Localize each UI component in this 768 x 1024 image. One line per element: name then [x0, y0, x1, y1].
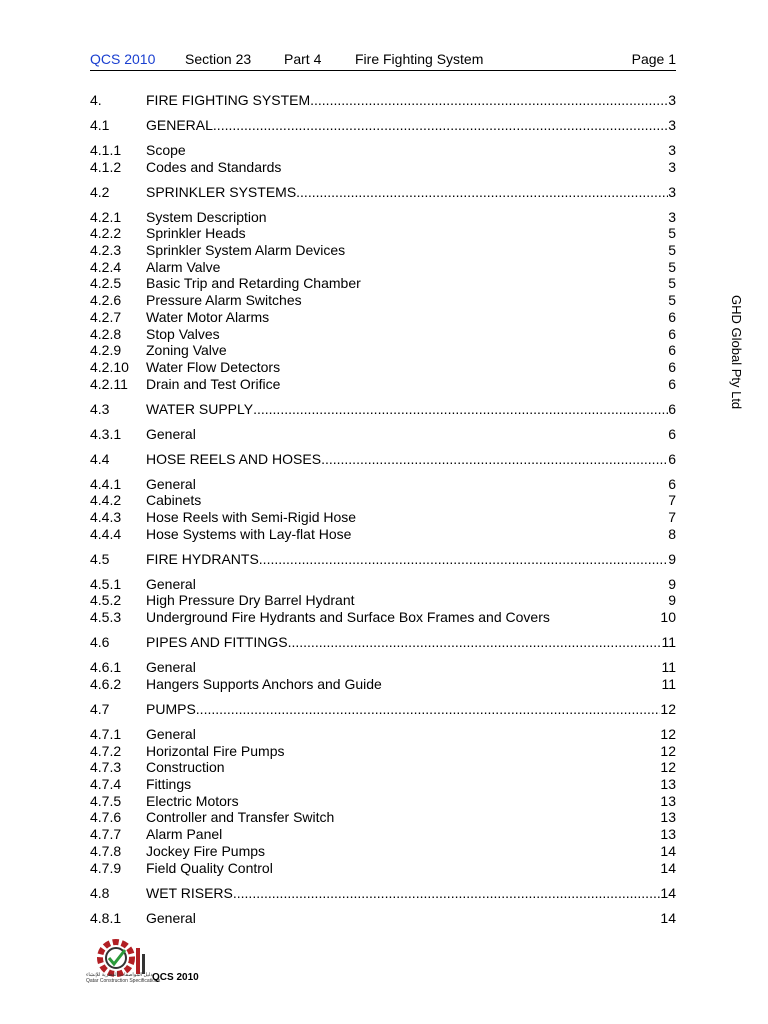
header-page-number: Page 1: [631, 51, 676, 67]
toc-number: 4.4.4: [90, 526, 122, 542]
toc-number: 4.1: [90, 117, 110, 133]
toc-title: Controller and Transfer Switch: [146, 809, 335, 825]
toc-leader-dots: [196, 701, 661, 718]
toc-subsection-entry: [90, 860, 676, 877]
toc-subsection-entry: [90, 225, 676, 242]
header-part: Part 4: [284, 51, 322, 67]
toc-page-number: 14: [660, 885, 676, 901]
toc-subsection-entry: [90, 609, 676, 626]
side-watermark-text: GHD Global Pty Ltd: [729, 295, 744, 410]
toc-subsection-entry: [90, 843, 676, 860]
toc-title: FIRE HYDRANTS: [146, 551, 259, 567]
toc-page-number: 5: [668, 259, 676, 275]
toc-page-number: 3: [668, 117, 676, 133]
toc-leader-dots: [259, 551, 668, 568]
toc-page-number: 11: [661, 676, 676, 692]
toc-number: 4.6: [90, 634, 110, 650]
toc-number: 4.7: [90, 701, 110, 717]
toc-number: 4.: [90, 92, 102, 108]
toc-subsection-entry: [90, 292, 676, 309]
toc-subsection-entry: [90, 726, 676, 743]
toc-title: GENERAL: [146, 117, 213, 133]
toc-subsection-entry: [90, 376, 676, 393]
toc-page-number: 6: [668, 426, 676, 442]
toc-title: General: [146, 726, 196, 742]
toc-subsection-entry: [90, 426, 676, 443]
toc-subsection-entry: [90, 809, 676, 826]
toc-number: 4.8: [90, 885, 110, 901]
toc-section-entry: [90, 401, 676, 418]
toc-section-entry: [90, 451, 676, 468]
toc-subsection-entry: [90, 910, 676, 927]
toc-leader-dots: [288, 634, 662, 651]
toc-number: 4.2.6: [90, 292, 122, 308]
toc-page-number: 12: [660, 743, 676, 759]
toc-number: 4.4.3: [90, 509, 122, 525]
toc-title: WATER SUPPLY: [146, 401, 254, 417]
toc-title: General: [146, 576, 196, 592]
toc-page-number: 6: [668, 309, 676, 325]
toc-subsection-entry: [90, 592, 676, 609]
toc-subsection-entry: [90, 476, 676, 493]
toc-subsection-entry: [90, 142, 676, 159]
toc-title: Fittings: [146, 776, 192, 792]
toc-number: 4.2.11: [90, 376, 128, 392]
toc-title: Water Flow Detectors: [146, 359, 281, 375]
toc-page-number: 10: [660, 609, 676, 625]
toc-title: Sprinkler System Alarm Devices: [146, 242, 346, 258]
toc-section-entry: [90, 117, 676, 134]
toc-title: Hose Reels with Semi-Rigid Hose: [146, 509, 357, 525]
toc-section-entry: [90, 184, 676, 201]
toc-subsection-entry: [90, 492, 676, 509]
toc-page-number: 7: [668, 492, 676, 508]
toc-number: 4.7.2: [90, 743, 122, 759]
toc-title: Cabinets: [146, 492, 202, 508]
toc-page-number: 5: [668, 275, 676, 291]
toc-page-number: 13: [660, 809, 676, 825]
toc-page-number: 6: [668, 376, 676, 392]
toc-number: 4.1.2: [90, 159, 122, 175]
toc-page-number: 3: [668, 159, 676, 175]
toc-number: 4.7.8: [90, 843, 122, 859]
toc-page-number: 3: [668, 142, 676, 158]
toc-subsection-entry: [90, 676, 676, 693]
toc-page-number: 13: [660, 793, 676, 809]
toc-page-number: 5: [668, 225, 676, 241]
header-title: Fire Fighting System: [355, 51, 484, 67]
toc-subsection-entry: [90, 159, 676, 176]
toc-subsection-entry: [90, 826, 676, 843]
toc-number: 4.7.3: [90, 759, 122, 775]
toc-number: 4.7.9: [90, 860, 122, 876]
toc-subsection-entry: [90, 309, 676, 326]
toc-title: FIRE FIGHTING SYSTEM: [146, 92, 311, 108]
toc-page-number: 5: [668, 292, 676, 308]
toc-title: Alarm Valve: [146, 259, 221, 275]
toc-subsection-entry: [90, 259, 676, 276]
toc-title: Construction: [146, 759, 225, 775]
toc-number: 4.5: [90, 551, 110, 567]
toc-page-number: 13: [660, 826, 676, 842]
header-section: Section 23: [185, 51, 252, 67]
toc-page-number: 3: [668, 184, 676, 200]
toc-page-number: 6: [668, 401, 676, 417]
toc-section-entry: [90, 701, 676, 718]
toc-page-number: 3: [668, 92, 676, 108]
toc-number: 4.7.5: [90, 793, 122, 809]
toc-number: 4.2.10: [90, 359, 129, 375]
toc-number: 4.2.4: [90, 259, 122, 275]
toc-leader-dots: [233, 885, 661, 902]
toc-title: PUMPS: [146, 701, 196, 717]
toc-title: High Pressure Dry Barrel Hydrant: [146, 592, 355, 608]
toc-number: 4.2.8: [90, 326, 122, 342]
toc-title: Basic Trip and Retarding Chamber: [146, 275, 361, 291]
toc-subsection-entry: [90, 759, 676, 776]
toc-title: General: [146, 910, 196, 926]
toc-page-number: 11: [661, 634, 676, 650]
toc-title: Hose Systems with Lay-flat Hose: [146, 526, 352, 542]
toc-number: 4.2.5: [90, 275, 122, 291]
toc-title: Electric Motors: [146, 793, 239, 809]
toc-subsection-entry: [90, 659, 676, 676]
toc-page-number: 13: [660, 776, 676, 792]
toc-page-number: 9: [668, 551, 676, 567]
toc-page-number: 14: [660, 843, 676, 859]
toc-subsection-entry: [90, 509, 676, 526]
toc-page-number: 8: [668, 526, 676, 542]
toc-number: 4.5.3: [90, 609, 122, 625]
toc-page-number: 6: [668, 476, 676, 492]
toc-title: Codes and Standards: [146, 159, 282, 175]
toc-title: Horizontal Fire Pumps: [146, 743, 285, 759]
toc-title: Underground Fire Hydrants and Surface Box Frames and Covers: [146, 609, 550, 625]
toc-number: 4.2: [90, 184, 110, 200]
toc-section-entry: [90, 634, 676, 651]
toc-number: 4.3.1: [90, 426, 122, 442]
page-header: [90, 50, 676, 71]
toc-title: HOSE REELS AND HOSES: [146, 451, 322, 467]
toc-number: 4.5.2: [90, 592, 122, 608]
toc-number: 4.6.2: [90, 676, 122, 692]
toc-number: 4.4.2: [90, 492, 122, 508]
toc-page-number: 6: [668, 326, 676, 342]
toc-number: 4.1.1: [90, 142, 122, 158]
toc-title: PIPES AND FITTINGS: [146, 634, 288, 650]
toc-subsection-entry: [90, 743, 676, 760]
toc-number: 4.8.1: [90, 910, 122, 926]
toc-subsection-entry: [90, 526, 676, 543]
toc-number: 4.4.1: [90, 476, 122, 492]
toc-number: 4.6.1: [90, 659, 122, 675]
toc-subsection-entry: [90, 275, 676, 292]
toc-leader-dots: [213, 117, 668, 134]
toc-page-number: 14: [660, 860, 676, 876]
toc-title: Field Quality Control: [146, 860, 273, 876]
toc-number: 4.5.1: [90, 576, 122, 592]
toc-section-entry: [90, 92, 676, 109]
toc-page-number: 12: [660, 759, 676, 775]
toc-section-entry: [90, 551, 676, 568]
toc-page-number: 5: [668, 242, 676, 258]
toc-title: General: [146, 659, 196, 675]
toc-title: Drain and Test Orifice: [146, 376, 281, 392]
toc-subsection-entry: [90, 576, 676, 593]
toc-title: Stop Valves: [146, 326, 220, 342]
toc-title: SPRINKLER SYSTEMS: [146, 184, 297, 200]
toc-subsection-entry: [90, 793, 676, 810]
toc-leader-dots: [296, 184, 668, 201]
toc-number: 4.7.4: [90, 776, 122, 792]
toc-page-number: 12: [660, 701, 676, 717]
toc-title: General: [146, 476, 196, 492]
toc-page-number: 6: [668, 359, 676, 375]
toc-number: 4.2.3: [90, 242, 122, 258]
toc-page-number: 3: [668, 209, 676, 225]
toc-number: 4.7.6: [90, 809, 122, 825]
toc-title: WET RISERS: [146, 885, 233, 901]
toc-page-number: 6: [668, 342, 676, 358]
toc-title: Sprinkler Heads: [146, 225, 246, 241]
toc-title: System Description: [146, 209, 267, 225]
toc-number: 4.2.9: [90, 342, 122, 358]
toc-number: 4.2.2: [90, 225, 122, 241]
toc-page-number: 6: [668, 451, 676, 467]
toc-title: Jockey Fire Pumps: [146, 843, 266, 859]
toc-page-number: 9: [668, 576, 676, 592]
toc-number: 4.7.1: [90, 726, 122, 742]
toc-number: 4.4: [90, 451, 110, 467]
toc-number: 4.2.1: [90, 209, 122, 225]
toc-subsection-entry: [90, 342, 676, 359]
header-code: QCS 2010: [90, 51, 156, 67]
toc-leader-dots: [253, 401, 668, 418]
toc-page-number: 9: [668, 592, 676, 608]
toc-subsection-entry: [90, 209, 676, 226]
toc-leader-dots: [321, 451, 668, 468]
toc-section-entry: [90, 885, 676, 902]
toc-title: Water Motor Alarms: [146, 309, 270, 325]
toc-page-number: 11: [661, 659, 676, 675]
toc-leader-dots: [310, 92, 668, 109]
toc-page-number: 14: [660, 910, 676, 926]
toc-page-number: 12: [660, 726, 676, 742]
toc-title: Alarm Panel: [146, 826, 223, 842]
toc-title: General: [146, 426, 196, 442]
toc-subsection-entry: [90, 776, 676, 793]
toc-title: Pressure Alarm Switches: [146, 292, 302, 308]
footer-code: QCS 2010: [152, 972, 199, 983]
toc-title: Hangers Supports Anchors and Guide: [146, 676, 382, 692]
toc-number: 4.7.7: [90, 826, 122, 842]
toc-number: 4.3: [90, 401, 110, 417]
toc-number: 4.2.7: [90, 309, 122, 325]
toc-title: Scope: [146, 142, 186, 158]
toc-subsection-entry: [90, 359, 676, 376]
toc-page-number: 7: [668, 509, 676, 525]
toc-title: Zoning Valve: [146, 342, 227, 358]
logo-caption: دليل المواصفات القطرية للإنشاء Qatar Construction Specifications: [86, 972, 161, 984]
toc-subsection-entry: [90, 326, 676, 343]
toc-subsection-entry: [90, 242, 676, 259]
